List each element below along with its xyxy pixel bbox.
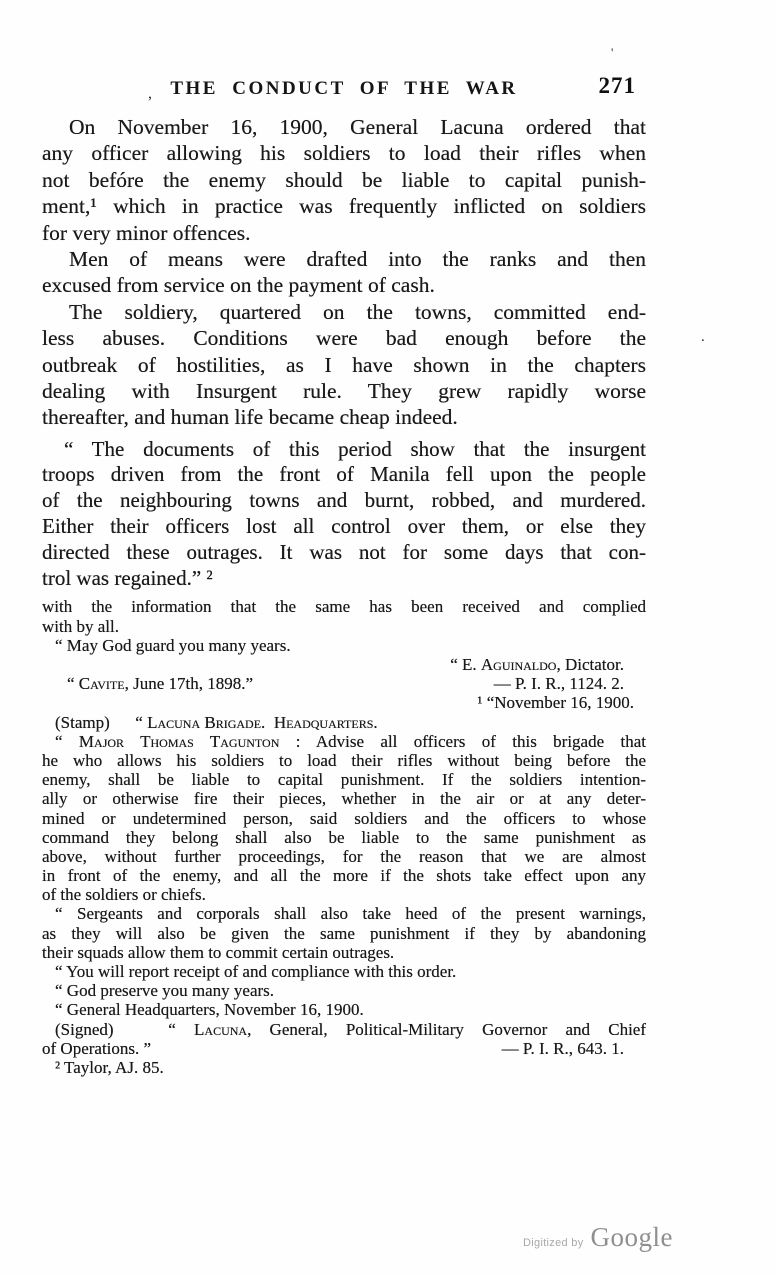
running-header bbox=[42, 73, 646, 102]
watermark bbox=[523, 1222, 673, 1253]
text-span: “ bbox=[67, 674, 79, 694]
small-caps-text: Lacuna Brigade. bbox=[147, 712, 266, 732]
main-text bbox=[42, 114, 646, 431]
footnote-line: enemy, shall be liable to capital punishment. If the soldiers intention- bbox=[42, 770, 646, 790]
text-span: — P. I. R., 643. 1. bbox=[501, 1038, 624, 1058]
footnote-line: “ God preserve you many years. bbox=[55, 981, 275, 1001]
footnote-line: ally or otherwise fire their pieces, whether in the air or at any deter- bbox=[42, 789, 646, 809]
footnote-line bbox=[42, 655, 646, 674]
footnote-line: mined or undetermined person, said soldiers and the officers to whose bbox=[42, 808, 646, 828]
small-caps-text: Lacuna bbox=[194, 1019, 248, 1039]
page-content bbox=[42, 0, 646, 1077]
footnote-line bbox=[42, 713, 646, 732]
body-text-line: for very minor offences. bbox=[42, 220, 251, 245]
footnote-line: command they belong shall also be liable to the same punishment as bbox=[42, 827, 646, 847]
text-span: : Advise all officers of this brigade that bbox=[279, 731, 646, 751]
scan-artifact: . bbox=[701, 329, 705, 345]
text-span: of Operations. ” bbox=[42, 1038, 152, 1058]
body-text-line: less abuses. Conditions were bad enough before the bbox=[42, 326, 646, 351]
footnote-line: their squads allow them to commit certain outrages. bbox=[42, 942, 395, 962]
quote-text-line: directed these outrages. It was not for some days that con- bbox=[42, 539, 646, 564]
body-text-line: not befóre the enemy should be liable to capital punish- bbox=[42, 167, 646, 192]
footnote-line: with the information that the same has been received and complied bbox=[42, 597, 646, 617]
text-span: , June 17th, 1898.” bbox=[124, 674, 254, 694]
text-span: (Stamp) “ bbox=[55, 712, 148, 732]
footnote-line bbox=[42, 732, 646, 751]
footnote-line: “ May God guard you many years. bbox=[55, 635, 291, 655]
watermark-prefix: Digitized by bbox=[523, 1237, 584, 1249]
body-text-line: thereafter, and human life became cheap indeed. bbox=[42, 405, 458, 430]
text-span: “ E. bbox=[450, 655, 481, 675]
small-caps-text: Cavite bbox=[78, 674, 125, 694]
footnote-line: ² Taylor, AJ. 85. bbox=[55, 1057, 164, 1077]
block-quote bbox=[42, 437, 646, 592]
footnote-line: ¹ “November 16, 1900. bbox=[477, 693, 634, 713]
body-text-line: dealing with Insurgent rule. They grew rapidly worse bbox=[42, 378, 646, 403]
footnote-line: as they will also be given the same punishment if they by abandoning bbox=[42, 923, 646, 943]
footnote-line bbox=[42, 674, 646, 693]
small-caps-text: Major Thomas Tagunton bbox=[78, 731, 280, 751]
body-text-line: outbreak of hostilities, as I have shown in the chapters bbox=[42, 352, 646, 377]
text-span: (Signed) “ bbox=[55, 1019, 195, 1039]
body-text-line: ment,¹ which in practice was frequently inflicted on soldiers bbox=[42, 194, 646, 219]
footnote-line: he who allows his soldiers to load their rifles without being before the bbox=[42, 750, 646, 770]
quote-text-line: troops driven from the front of Manila fell upon the people bbox=[42, 462, 646, 487]
body-text-line: On November 16, 1900, General Lacuna ordered that bbox=[69, 115, 646, 139]
text-span bbox=[265, 713, 274, 732]
body-text-line: Men of means were drafted into the ranks and then bbox=[69, 246, 646, 271]
footnote-line: “ You will report receipt of and compliance with this order. bbox=[55, 962, 457, 982]
footnote-line: in front of the enemy, and all the more if the shots take effect upon any bbox=[42, 866, 646, 886]
small-caps-text: Headquarters. bbox=[273, 712, 378, 732]
body-text-line: The soldiery, quartered on the towns, committed end- bbox=[69, 299, 646, 324]
body-text-line: any officer allowing his soldiers to load their rifles when bbox=[42, 141, 646, 166]
footnote-line bbox=[42, 1020, 646, 1039]
page-number: 271 bbox=[598, 73, 636, 98]
footnote-line: “ General Headquarters, November 16, 1900. bbox=[55, 1000, 364, 1020]
quote-text-line: Either their officers lost all control over them, or else they bbox=[42, 514, 646, 539]
body-text-line: excused from service on the payment of cash. bbox=[42, 273, 435, 298]
small-caps-text: Aguinaldo bbox=[480, 655, 557, 675]
footnote-line: “ Sergeants and corporals shall also take heed of the present warnings, bbox=[55, 904, 646, 924]
text-span: — P. I. R., 1124. 2. bbox=[493, 674, 624, 694]
footnote-line: above, without further proceedings, for the reason that we are almost bbox=[42, 846, 646, 866]
footnote-line: with by all. bbox=[42, 616, 119, 636]
footnote-line: of the soldiers or chiefs. bbox=[42, 885, 206, 905]
scan-artifact: ' bbox=[611, 45, 614, 60]
scan-artifact: , bbox=[148, 85, 152, 102]
quote-text-line: trol was regained.” ² bbox=[42, 565, 213, 590]
footnotes bbox=[42, 597, 646, 1077]
quote-text-line: “ The documents of this period show that the insurgent bbox=[64, 436, 646, 461]
text-span: , Dictator. bbox=[556, 655, 624, 675]
text-span: , General, Political-Military Governor and Chief bbox=[247, 1019, 646, 1039]
quote-text-line: of the neighbouring towns and burnt, robbed, and murdered. bbox=[42, 488, 646, 513]
footnote-line bbox=[42, 1039, 646, 1058]
page-title: THE CONDUCT OF THE WAR bbox=[170, 78, 518, 99]
text-span: “ bbox=[55, 731, 79, 751]
google-logo: Google bbox=[590, 1222, 673, 1252]
